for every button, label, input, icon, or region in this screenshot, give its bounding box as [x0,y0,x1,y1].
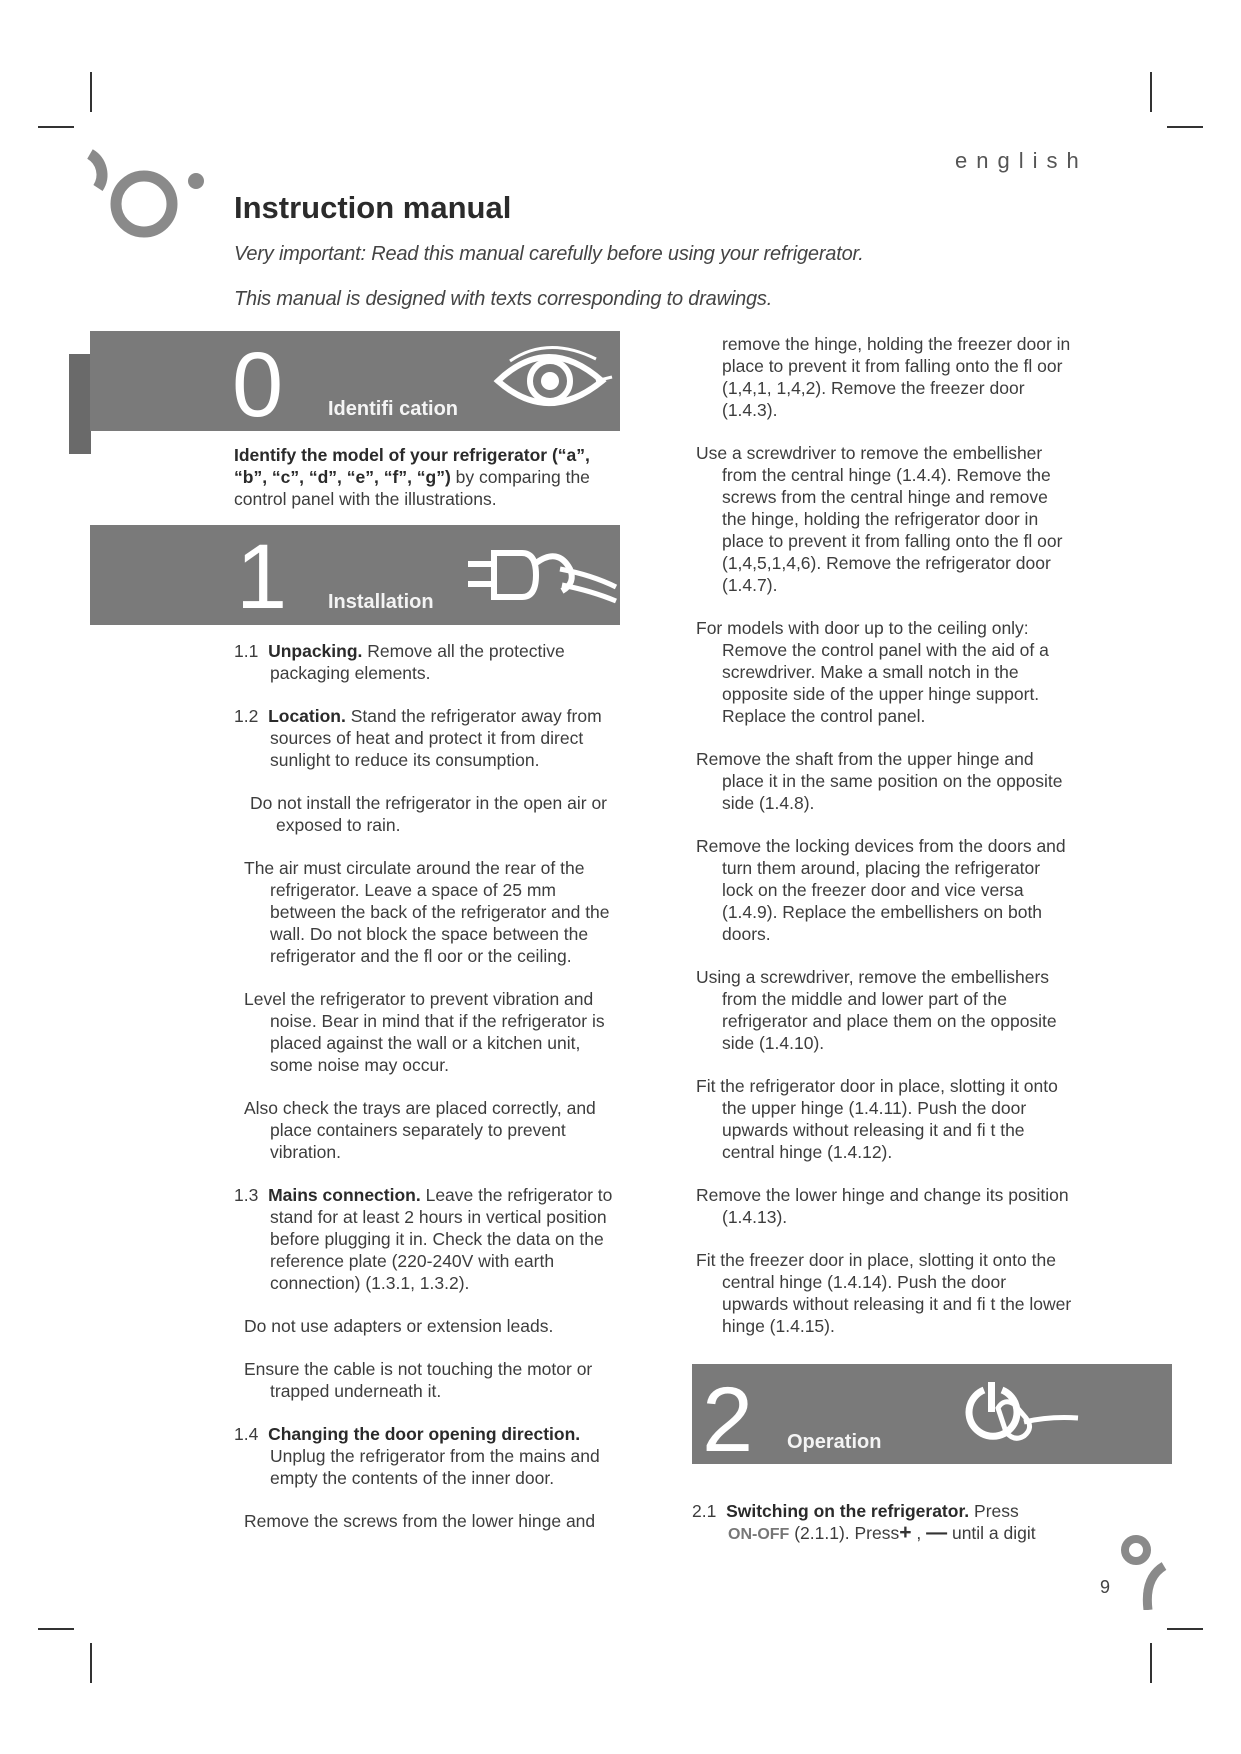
embellishers-paragraph: Using a screwdriver, remove the embellishers from the middle and lower part of the refrigerator and place them on the opposite side (1.4.10). [696,967,1057,1053]
identify-paragraph [234,444,624,531]
freezer-door-paragraph: remove the hinge, holding the freezer door in place to prevent it from falling onto the fl oor (1,4,1, 1,4,2). Remove the freezer door (1.4.3). [722,334,1071,420]
section-1-3 [234,1184,624,1294]
plus-icon: + [899,1521,912,1544]
open-air-paragraph: Do not install the refrigerator in the open air or exposed to rain. [250,793,607,835]
section-number: 1.3 [234,1185,259,1205]
crop-mark [90,1643,92,1683]
section-number: 1.2 [234,706,259,726]
section-1-number: 1 [236,526,288,628]
language-label: english [955,148,1088,173]
crop-mark [1150,1643,1152,1683]
adapters-paragraph: Do not use adapters or extension leads. [244,1316,554,1336]
cable-paragraph: Ensure the cable is not touching the motor or trapped underneath it. [244,1359,593,1401]
fit-refrigerator-door-paragraph: Fit the refrigerator door in place, slotting it onto the upper hinge (1.4.11). Push the door upwards without releasing it and fi t the central hinge (1.4.12). [696,1076,1058,1162]
section-number: 1.1 [234,641,259,661]
crop-mark [90,72,92,112]
locking-devices-paragraph: Remove the locking devices from the doors and turn them around, placing the refrigerator lock on the freezer door and vice versa (1.4.9). Replace the embellishers on both doors. [696,836,1066,944]
plug-icon [462,539,618,615]
section-title: Unpacking. [268,641,363,661]
ceiling-models-paragraph [696,617,1076,727]
screws-paragraph: Remove the screws from the lower hinge and [244,1511,596,1531]
section-text: (2.1.1). Press [789,1523,900,1543]
crop-mark [38,126,74,128]
section-1-1 [234,640,624,684]
section-title: Changing the door opening direction. [268,1424,581,1444]
section-text: Leave the refrigerator to stand for at least 2 hours in vertical position before plugging it in. Check the data on the reference plate (220-240V with earth connection) (1.3.1, 1.3.2). [270,1185,613,1293]
minus-icon: — [926,1521,948,1544]
section-text: Stand the refrigerator away from sources of heat and protect it from direct sunlight to reduce its consumption. [270,706,602,770]
brand-logo-icon [84,148,206,238]
section-title: Switching on the refrigerator. [726,1501,970,1521]
section-2-number: 2 [702,1369,754,1471]
lower-hinge-paragraph: Remove the lower hinge and change its position (1.4.13). [696,1185,1069,1227]
section-2-1 [692,1500,1092,1567]
fit-freezer-door-paragraph: Fit the freezer door in place, slotting it onto the central hinge (1.4.14). Push the door upwards without releasing it and fi t the lower hinge (1.4.15). [696,1250,1072,1336]
power-button-icon [944,1378,1080,1450]
section-1-2 [234,705,624,771]
page-number: 9 [1100,1577,1111,1597]
section-1-banner [90,525,620,628]
crop-mark [1167,126,1203,128]
section-2-banner [692,1364,1172,1471]
identify-bold: Identify the model of your refrigerator (“a”, “b”, “c”, “d”, “e”, “f”, “g”) [234,445,590,487]
identify-text: by comparing the control panel with the illustrations. [234,467,590,509]
air-circulate-paragraph: The air must circulate around the rear of the refrigerator. Leave a space of 25 mm between the back of the refrigerator and the wall. Do not block the space between the refrigerator and the fl oor or the ceiling. [244,858,610,966]
intro-drawings: This manual is designed with texts corresponding to drawings. [234,288,773,310]
ceiling-models-lead: For models with door up to the ceiling only: [696,618,1029,638]
eye-icon [492,339,614,419]
section-0-side-tab [69,354,91,454]
page-title: Instruction manual [234,190,512,225]
crop-mark [1167,1628,1203,1630]
crop-mark [38,1628,74,1630]
onoff-key-label: ON-OFF [728,1526,790,1543]
section-0-label: Identifi cation [328,398,458,420]
section-0-number: 0 [232,334,284,436]
comma-text: , [911,1523,922,1543]
brand-logo-icon [1118,1530,1168,1610]
section-text: Press [969,1501,1019,1521]
section-number: 1.4 [234,1424,259,1444]
shaft-paragraph: Remove the shaft from the upper hinge and place it in the same position on the opposite side (1.4.8). [696,749,1063,813]
section-text: Unplug the refrigerator from the mains and empty the contents of the inner door. [270,1446,600,1488]
section-text: until a digit [947,1523,1036,1543]
section-1-4 [234,1423,624,1489]
section-2-label: Operation [787,1431,882,1453]
left-column [234,640,624,1553]
level-paragraph: Level the refrigerator to prevent vibration and noise. Bear in mind that if the refrigerator is placed against the wall or a kitchen unit, some noise may occur. [244,989,605,1075]
ceiling-models-text: Remove the control panel with the aid of a screwdriver. Make a small notch in the opposite side of the upper hinge support. Replace the control panel. [722,640,1049,726]
right-column [696,333,1076,1358]
section-text: Remove all the protective packaging elements. [270,641,565,683]
section-0-banner [90,331,620,436]
section-title: Mains connection. [268,1185,421,1205]
embellisher-paragraph: Use a screwdriver to remove the embellisher from the central hinge (1.4.4). Remove the screws from the central hinge and remove the hinge, holding the refrigerator door in place to prevent it from falling onto the fl oor (1,4,5,1,4,6). Remove the refrigerator door (1.4.7). [696,443,1063,595]
crop-mark [1150,72,1152,112]
section-1-label: Installation [328,591,434,613]
trays-paragraph: Also check the trays are placed correctly, and place containers separately to prevent vibration. [244,1098,596,1162]
section-number: 2.1 [692,1501,717,1521]
section-title: Location. [268,706,346,726]
intro-important: Very important: Read this manual carefully before using your refrigerator. [234,243,864,265]
